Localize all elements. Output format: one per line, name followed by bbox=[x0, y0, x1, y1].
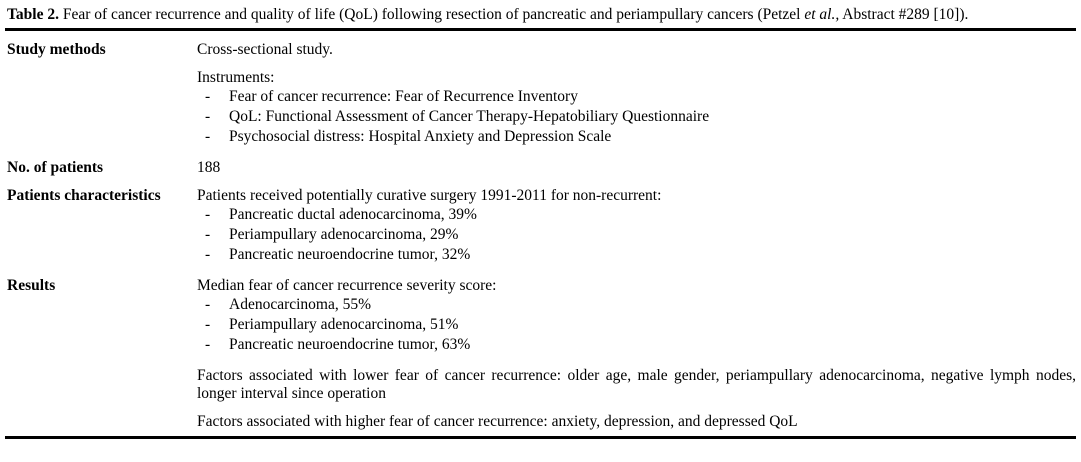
row-label: Results bbox=[7, 276, 56, 294]
caption-segment: Fear of cancer recurrence and quality of life (QoL) following resection of pancreatic and periampullary cancers (Petzel bbox=[58, 6, 805, 23]
bullet-item bbox=[197, 335, 1076, 355]
bullet-text: Periampullary adenocarcinoma, 29% bbox=[229, 225, 459, 243]
bullet-text: QoL: Functional Assessment of Cancer Therapy-Hepatobiliary Questionnaire bbox=[229, 107, 710, 125]
bullet-text: Pancreatic ductal adenocarcinoma, 39% bbox=[229, 205, 477, 223]
paragraph: 188 bbox=[197, 158, 221, 176]
bullet-text: Pancreatic neuroendocrine tumor, 32% bbox=[229, 245, 471, 263]
bullet-text: Periampullary adenocarcinoma, 51% bbox=[229, 315, 459, 333]
bullet-text: Adenocarcinoma, 55% bbox=[229, 295, 372, 313]
bullet-text: Psychosocial distress: Hospital Anxiety and Depression Scale bbox=[229, 127, 612, 145]
bullet-text: Pancreatic neuroendocrine tumor, 63% bbox=[229, 335, 471, 353]
paragraph: Factors associated with higher fear of cancer recurrence: anxiety, depression, and depressed QoL bbox=[197, 412, 798, 430]
bullet-list bbox=[197, 87, 1076, 147]
dash-bullet: - bbox=[205, 245, 211, 263]
bullet-list bbox=[197, 295, 1076, 355]
bullet-item bbox=[197, 225, 1076, 245]
bullet-list bbox=[197, 205, 1076, 265]
bullet-item bbox=[197, 127, 1076, 147]
caption-segment: et al., bbox=[804, 6, 840, 23]
bullet-item bbox=[197, 315, 1076, 335]
bullet-item bbox=[197, 87, 1076, 107]
paragraph: Median fear of cancer recurrence severity score: bbox=[197, 276, 497, 294]
row-content bbox=[197, 277, 1076, 438]
bullet-item bbox=[197, 245, 1076, 265]
table-row bbox=[5, 159, 1076, 187]
dash-bullet: - bbox=[205, 225, 211, 243]
row-label: Study methods bbox=[7, 40, 106, 58]
bullet-text: Fear of cancer recurrence: Fear of Recurrence Inventory bbox=[229, 87, 578, 105]
paragraph: Patients received potentially curative surgery 1991-2011 for non-recurrent: bbox=[197, 186, 662, 204]
table-row bbox=[5, 277, 1076, 438]
table-caption bbox=[5, 0, 1076, 31]
dash-bullet: - bbox=[205, 127, 211, 145]
caption-segment: Table 2. bbox=[7, 6, 59, 23]
paragraph: Cross-sectional study. bbox=[197, 40, 333, 58]
caption-segment: Abstract #289 [10]). bbox=[839, 6, 969, 23]
row-content bbox=[197, 187, 1076, 277]
dash-bullet: - bbox=[205, 315, 211, 333]
bullet-item bbox=[197, 205, 1076, 225]
row-content bbox=[197, 159, 1076, 187]
bullet-item bbox=[197, 107, 1076, 127]
row-content bbox=[197, 41, 1076, 159]
row-label: Patients characteristics bbox=[7, 186, 161, 204]
study-summary-table bbox=[5, 41, 1076, 439]
paragraph: Factors associated with lower fear of cancer recurrence: older age, male gender, periampullary adenocarcinoma, negative lymph nodes, longer interval since operation bbox=[197, 366, 1076, 402]
table-row bbox=[5, 187, 1076, 277]
row-label: No. of patients bbox=[7, 158, 104, 176]
bullet-item bbox=[197, 295, 1076, 315]
table-body bbox=[5, 41, 1076, 438]
paragraph: Instruments: bbox=[197, 68, 275, 86]
table-row bbox=[5, 41, 1076, 159]
dash-bullet: - bbox=[205, 107, 211, 125]
dash-bullet: - bbox=[205, 205, 211, 223]
dash-bullet: - bbox=[205, 335, 211, 353]
dash-bullet: - bbox=[205, 87, 211, 105]
dash-bullet: - bbox=[205, 295, 211, 313]
